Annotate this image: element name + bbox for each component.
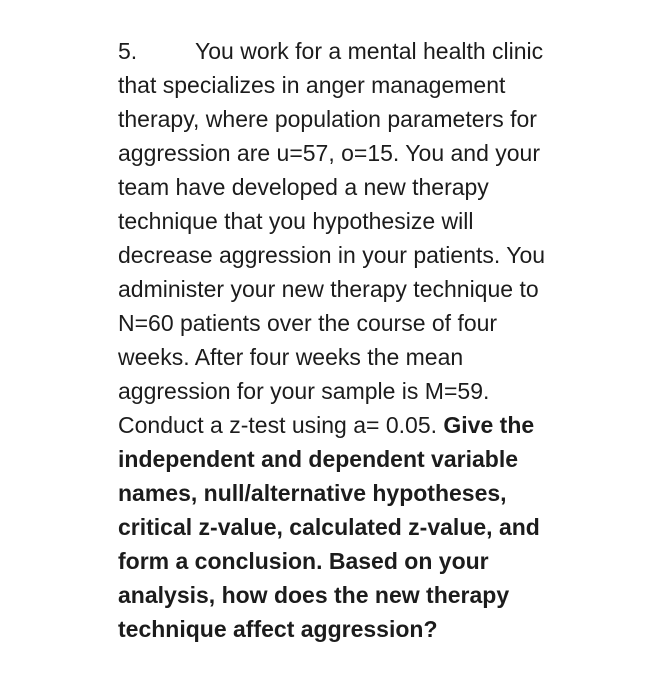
question-line-15: critical z-value, calculated z-value, and xyxy=(118,514,540,540)
question-text: You work for a mental health clinic xyxy=(195,38,544,64)
question-line-12 xyxy=(118,408,608,442)
question-line-8: administer your new therapy technique to xyxy=(118,276,539,302)
question-line-13: independent and dependent variable xyxy=(118,446,519,472)
question-line-14: names, null/alternative hypotheses, xyxy=(118,480,507,506)
question-line-17: analysis, how does the new therapy xyxy=(118,582,510,608)
question-line-3: therapy, where population parameters for xyxy=(118,106,537,132)
question-line-11: aggression for your sample is M=59. xyxy=(118,378,490,404)
question-line-18: technique affect aggression? xyxy=(118,616,438,642)
question-line-10: weeks. After four weeks the mean xyxy=(118,344,464,370)
question-number: 5. xyxy=(118,38,138,64)
question-line-12-text: Conduct a z-test using a= 0.05. xyxy=(118,412,444,438)
question-line-16: form a conclusion. Based on your xyxy=(118,548,489,574)
question-line-4: aggression are u=57, o=15. You and your xyxy=(118,140,541,166)
question-line-5: team have developed a new therapy xyxy=(118,174,489,200)
question-line-12-bold: Give the xyxy=(443,412,535,438)
question-line-9: N=60 patients over the course of four xyxy=(118,310,498,336)
question-line-7: decrease aggression in your patients. You xyxy=(118,242,546,268)
question-line-1 xyxy=(118,34,608,68)
question-block xyxy=(118,34,608,646)
question-line-6: technique that you hypothesize will xyxy=(118,208,474,234)
question-line-2: that specializes in anger management xyxy=(118,72,506,98)
